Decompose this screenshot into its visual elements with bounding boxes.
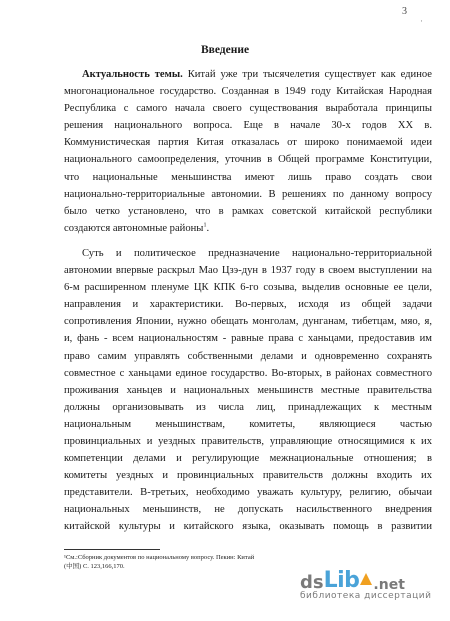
logo-lib-text: Lib xyxy=(323,568,360,593)
text-line: национальным меньшинствам, комитеты, являющиеся частью xyxy=(64,418,432,430)
text-line: должны организовывать из числа лиц, принадлежащих к местным xyxy=(64,401,432,413)
text-line: Китай уже три тысячелетия существует как единое xyxy=(182,69,432,80)
footnote xyxy=(64,553,304,571)
text-line: совместное с ханьцами единое государство. Во-вторых, в районах совместного xyxy=(64,367,432,379)
logo-ds-text: ds xyxy=(300,572,324,593)
document-body xyxy=(64,66,432,536)
text-line: Республика с самого начала своего существования выработала принципы xyxy=(64,103,432,115)
text-line: было четко установлено, что в рамках советской китайской республики xyxy=(64,205,432,217)
logo-net-text: .net xyxy=(373,577,405,593)
text-line: китайской культуры и китайского языка, оказывать помощь в развитии xyxy=(64,521,432,533)
topic-heading: Актуальность темы. xyxy=(82,69,183,80)
text-line: . xyxy=(206,222,210,234)
dslib-logo xyxy=(300,568,446,593)
text-line: 6-м расширенном пленуме ЦК КПК 6-го созыва, выделив основные ее цели, xyxy=(64,282,432,294)
text-line: многонациональное государство. Созданная в 1949 году Китайская Народная xyxy=(64,86,432,98)
page-number: 3 xyxy=(402,6,407,17)
text-line: национально-территориальные автономии. В решениях по данному вопросу xyxy=(64,188,432,200)
text-line: направления и характеристики. Во-первых, исходя из общей задачи xyxy=(64,299,432,311)
text-line: представители. В-третьих, необходимо уважать культуру, религию, обычаи xyxy=(64,487,432,499)
text-line: национального самоопределения, уточнив в Общей программе Конституции, xyxy=(64,154,432,166)
footnote-line: ¹См.:Сборник документов по национальному вопросу. Пекин: Китай xyxy=(64,554,255,561)
page-mark: · xyxy=(420,16,423,26)
footnote-reference[interactable]: 1 xyxy=(203,222,207,229)
watermark-caption: библиотека диссертаций xyxy=(300,591,432,601)
paragraph-last-line xyxy=(64,220,432,237)
text-line: решения национального вопроса. Еще в начале 30-х годов XX в. xyxy=(64,120,432,132)
text-line: Коммунистическая партия Китая отказалась от широко понимаемой идеи xyxy=(64,137,432,149)
page-title: Введение xyxy=(200,44,250,56)
text-line: право самим управлять собственными делами и одновременно сохранять xyxy=(64,350,432,362)
text-line: Суть и политическое предназначение национально-территориальной xyxy=(82,247,432,259)
dslib-watermark[interactable] xyxy=(300,568,446,616)
paragraph-gap xyxy=(64,237,432,245)
text-line: провинциальных и уездных правительств, управляющие относящимися к их xyxy=(64,435,432,447)
text-line: и, фань - всем национальностям - равные права с ханьцами, предоставив им xyxy=(64,333,432,345)
text-line: автономии впервые раскрыл Мао Цзэ-дун в 1937 году в своем выступлении на xyxy=(64,265,432,277)
text-line: сопротивления Японии, нужно обещать монголам, дунганам, тибетцам, мяо, я, xyxy=(64,316,432,328)
up-arrow-icon xyxy=(360,573,372,585)
text-line: создаются автономные районы xyxy=(64,222,204,234)
text-line: комитеты уездных и провинциальных правительств должны входить их xyxy=(64,470,432,482)
footnote-divider xyxy=(64,549,160,550)
text-line: проживания ханьцев и национальных меньшинств местные правительства xyxy=(64,384,432,396)
text-line: компетенции делами и регулирующие межнациональные отношения; в xyxy=(64,453,432,465)
footnote-line: (中国) С. 123,166,170. xyxy=(64,563,125,570)
text-line: национальных меньшинств, не допускать насильственного внедрения xyxy=(64,504,432,516)
paragraph-first-line xyxy=(64,66,432,83)
text-line: что национальные меньшинства имеют лишь право создать свои xyxy=(64,171,432,183)
